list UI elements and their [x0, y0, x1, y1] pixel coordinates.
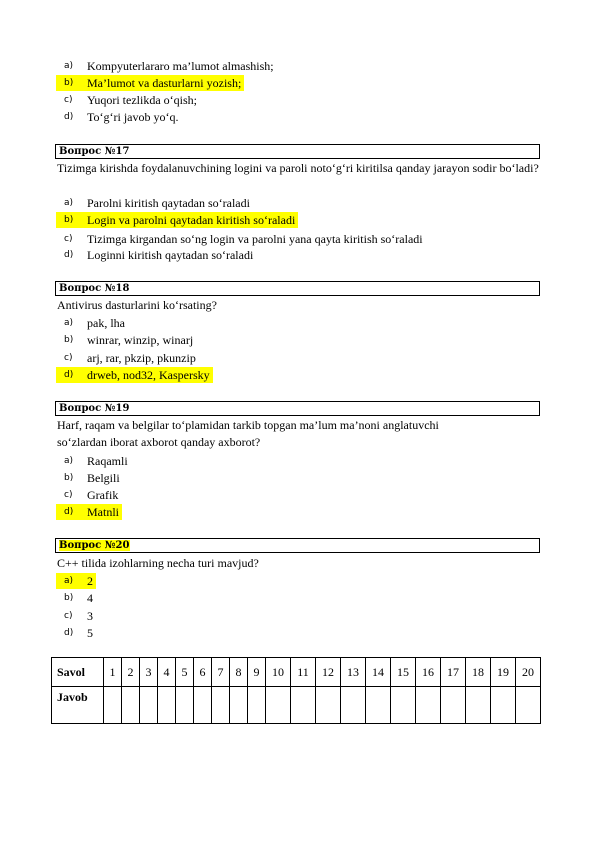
q18-option-c[interactable]	[56, 350, 199, 366]
question-19-text-line1: Harf, raqam va belgilar to‘plamidan tarkib topgan ma’lum ma’noni anglatuvchi	[57, 418, 439, 432]
question-number-cell: 19	[491, 658, 516, 687]
option-text: 2	[87, 574, 96, 589]
option-text: Kompyuterlararo ma’lumot almashish;	[87, 58, 274, 73]
option-text: 3	[87, 608, 93, 623]
option-letter: a)	[64, 576, 74, 586]
option-text: Grafik	[87, 487, 119, 502]
answer-cell[interactable]	[194, 687, 212, 724]
option-text: Ma’lumot va dasturlarni yozish;	[87, 76, 244, 91]
q20-option-b[interactable]	[56, 590, 96, 606]
option-text: Raqamli	[87, 453, 128, 468]
answer-cell[interactable]	[140, 687, 158, 724]
q18-option-d[interactable]	[56, 367, 213, 383]
option-text: 5	[87, 625, 93, 640]
question-number-cell: 12	[316, 658, 341, 687]
question-number-cell: 8	[230, 658, 248, 687]
question-17-text: Tizimga kirishda foydalanuvchining logini va paroli noto‘g‘ri kiritilsa qanday jarayon sodir bo‘ladi?	[57, 161, 539, 175]
answer-cell[interactable]	[212, 687, 230, 724]
q20-option-c[interactable]	[56, 608, 96, 624]
answer-cell[interactable]	[341, 687, 366, 724]
option-text: winrar, winzip, winarj	[87, 332, 194, 347]
answer-cell[interactable]	[316, 687, 341, 724]
q20-option-a[interactable]	[56, 573, 96, 589]
question-number-cell: 7	[212, 658, 230, 687]
q19-option-a[interactable]	[56, 453, 131, 469]
option-text: Loginni kiritish qaytadan so‘raladi	[87, 247, 254, 262]
answer-cell[interactable]	[266, 687, 291, 724]
option-text: Login va parolni qaytadan kiritish so‘raladi	[87, 213, 298, 228]
question-20-header-label: Вопрос №20	[59, 540, 130, 551]
option-text: pak, lha	[87, 315, 125, 330]
question-20-text: C++ tilida izohlarning necha turi mavjud?	[57, 556, 259, 570]
option-text: Tizimga kirgandan so‘ng login va parolni yana qayta kiritish so‘raladi	[87, 231, 423, 246]
answer-table-answer-row	[52, 687, 541, 724]
question-number-cell: 1	[104, 658, 122, 687]
savol-label: Savol	[52, 658, 104, 687]
option-letter: c)	[64, 490, 73, 500]
question-number-cell: 6	[194, 658, 212, 687]
question-number-cell: 16	[416, 658, 441, 687]
option-letter: b)	[64, 593, 74, 603]
option-text: To‘g‘ri javob yo‘q.	[87, 109, 179, 124]
question-19-header: Вопрос №19	[55, 401, 540, 416]
q20-option-d[interactable]	[56, 625, 96, 641]
q17-option-a[interactable]	[56, 195, 253, 211]
option-letter: a)	[64, 198, 74, 208]
option-letter: d)	[64, 250, 74, 260]
question-number-cell: 14	[366, 658, 391, 687]
option-letter: d)	[64, 628, 74, 638]
option-letter: a)	[64, 456, 74, 466]
q16-option-b[interactable]	[56, 75, 244, 91]
option-letter: b)	[64, 335, 74, 345]
answer-cell[interactable]	[391, 687, 416, 724]
option-letter: d)	[64, 370, 74, 380]
question-17-header: Вопрос №17	[55, 144, 540, 159]
question-number-cell: 18	[466, 658, 491, 687]
question-number-cell: 9	[248, 658, 266, 687]
option-text: Yuqori tezlikda o‘qish;	[87, 92, 197, 107]
q19-option-d[interactable]	[56, 504, 122, 520]
question-number-cell: 4	[158, 658, 176, 687]
answer-cell[interactable]	[441, 687, 466, 724]
option-letter: c)	[64, 611, 73, 621]
option-text: Matnli	[87, 505, 122, 520]
option-text: 4	[87, 590, 93, 605]
question-number-cell: 3	[140, 658, 158, 687]
option-letter: b)	[64, 473, 74, 483]
question-20-header	[55, 538, 540, 553]
option-text: arj, rar, pkzip, pkunzip	[87, 350, 196, 365]
answer-cell[interactable]	[416, 687, 441, 724]
answer-cell[interactable]	[122, 687, 140, 724]
question-number-cell: 15	[391, 658, 416, 687]
question-18-header: Вопрос №18	[55, 281, 540, 296]
q17-option-d[interactable]	[56, 247, 256, 263]
q16-option-a[interactable]	[56, 58, 277, 74]
option-letter: a)	[64, 318, 74, 328]
option-text: drweb, nod32, Kaspersky	[87, 368, 213, 383]
question-number-cell: 11	[291, 658, 316, 687]
question-number-cell: 17	[441, 658, 466, 687]
question-18-text: Antivirus dasturlarini ko‘rsating?	[57, 298, 217, 312]
javob-label: Javob	[52, 687, 104, 724]
answer-table	[51, 657, 541, 724]
option-letter: d)	[64, 507, 74, 517]
answer-cell[interactable]	[516, 687, 541, 724]
question-number-cell: 20	[516, 658, 541, 687]
question-number-cell: 10	[266, 658, 291, 687]
question-19-text-line2: so‘zlardan iborat axborot qanday axborot?	[57, 435, 261, 449]
option-text: Parolni kiritish qaytadan so‘raladi	[87, 195, 250, 210]
answer-cell[interactable]	[176, 687, 194, 724]
question-number-cell: 5	[176, 658, 194, 687]
answer-cell[interactable]	[491, 687, 516, 724]
option-letter: d)	[64, 112, 74, 122]
option-letter: c)	[64, 234, 73, 244]
option-text: Belgili	[87, 470, 120, 485]
option-letter: c)	[64, 353, 73, 363]
answer-cell[interactable]	[466, 687, 491, 724]
q19-option-c[interactable]	[56, 487, 121, 503]
option-letter: b)	[64, 215, 74, 225]
answer-cell[interactable]	[366, 687, 391, 724]
answer-cell[interactable]	[248, 687, 266, 724]
q19-option-b[interactable]	[56, 470, 123, 486]
option-letter: a)	[64, 61, 74, 71]
question-number-cell: 13	[341, 658, 366, 687]
answer-cell[interactable]	[230, 687, 248, 724]
option-letter: c)	[64, 95, 73, 105]
answer-table-question-row	[52, 658, 541, 687]
question-number-cell: 2	[122, 658, 140, 687]
answer-cell[interactable]	[104, 687, 122, 724]
q18-option-b[interactable]	[56, 332, 196, 348]
q16-option-c[interactable]	[56, 92, 200, 108]
q17-option-b[interactable]	[56, 212, 298, 228]
answer-cell[interactable]	[291, 687, 316, 724]
q16-option-d[interactable]	[56, 109, 181, 125]
answer-cell[interactable]	[158, 687, 176, 724]
q18-option-a[interactable]	[56, 315, 128, 331]
q17-option-c[interactable]	[56, 231, 426, 247]
option-letter: b)	[64, 78, 74, 88]
